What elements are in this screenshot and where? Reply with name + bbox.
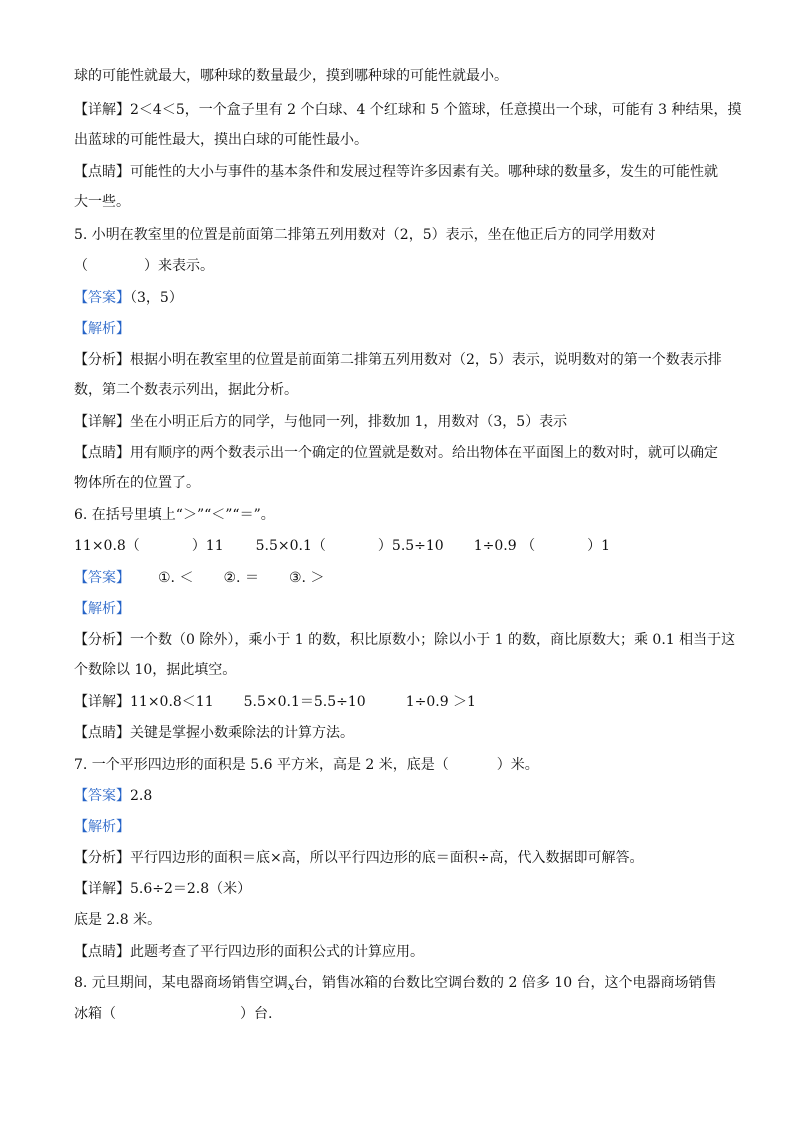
q4-detail-line-2: 出蓝球的可能性最大，摸出白球的可能性最小。: [74, 132, 368, 148]
q6-answer: [74, 569, 324, 587]
fenxi-tag: 【分析】: [74, 632, 130, 648]
q5-detail: 【详解】坐在小明正后方的同学，与他同一列，排数加 1，用数对（3，5）表示: [74, 414, 568, 430]
q7-point: 【点睛】此题考查了平行四边形的面积公式的计算应用。: [74, 944, 424, 960]
q6-expr-3: 1÷0.9 （ ）1: [473, 538, 610, 554]
answer-tag: 【答案】: [74, 788, 130, 804]
point-tag: 【点睛】: [74, 445, 130, 461]
fenxi-tag: 【分析】: [74, 850, 130, 866]
variable-x: x: [287, 980, 295, 993]
q8-stem-line-1: 8. 元旦期间，某电器商场销售空调$_x$台，销售冰箱的台数比空调台数的 2 倍多 10 台，这个电器商场销售: [74, 975, 717, 993]
q5-point-line-2: 物体所在的位置了。: [74, 475, 200, 491]
q7-fenxi: 【分析】平行四边形的面积＝底×高，所以平行四边形的底＝面积÷高，代入数据即可解答。: [74, 850, 644, 866]
q6-fenxi-line-2: 个数除以 10，据此填空。: [74, 662, 237, 678]
q7-detail: 【详解】5.6÷2＝2.8（米）: [74, 881, 252, 897]
q5-fenxi-line-2: 数，第二个数表示列出，据此分析。: [74, 382, 298, 398]
q7-analysis-tag: 【解析】: [74, 819, 130, 835]
answer-tag: 【答案】: [74, 290, 130, 306]
answer-tag: 【答案】: [74, 570, 130, 586]
detail-tag: 【详解】: [74, 414, 130, 430]
q5-fenxi-line-1: 【分析】根据小明在教室里的位置是前面第二排第五列用数对（2，5）表示，说明数对的第一个数表示排: [74, 352, 722, 368]
q4-detail-line-1: 【详解】2＜4＜5，一个盒子里有 2 个白球、4 个红球和 5 个篮球，任意摸出一个球，可能有 3 种结果，摸: [74, 102, 742, 118]
detail-tag: 【详解】: [74, 694, 130, 710]
q4-continuation: 球的可能性就最大，哪种球的数量最少，摸到哪种球的可能性就最小。: [74, 68, 508, 84]
q4-point-line-2: 大一些。: [74, 194, 130, 210]
q7-stem: 7. 一个平形四边形的面积是 5.6 平方米，高是 2 米，底是（ ）米。: [74, 757, 539, 773]
q6-fenxi-line-1: 【分析】一个数（0 除外），乘小于 1 的数，积比原数小；除以小于 1 的数，商比原数大；乘 0.1 相当于这: [74, 632, 736, 648]
q8-stem-line-2: 冰箱（ ）台.: [74, 1006, 273, 1022]
q6-detail: 【详解】11×0.8＜11 5.5×0.1＝5.5÷10 1÷0.9 ＞1: [74, 694, 476, 710]
detail-tag: 【详解】: [74, 881, 130, 897]
point-tag: 【点睛】: [74, 164, 130, 180]
q6-answer-1: ①. ＜: [158, 570, 194, 586]
q5-stem-line-2: （ ）来表示。: [74, 258, 214, 274]
q6-answer-2: ②. ＝: [223, 570, 259, 586]
q6-answer-3: ③. ＞: [288, 570, 325, 586]
q6-analysis-tag: 【解析】: [74, 601, 130, 617]
q7-detail-line-2: 底是 2.8 米。: [74, 912, 162, 928]
q6-point: 【点睛】关键是掌握小数乘除法的计算方法。: [74, 725, 354, 741]
q4-point-line-1: 【点睛】可能性的大小与事件的基本条件和发展过程等许多因素有关。哪种球的数量多，发生的可能性就: [74, 164, 718, 180]
point-tag: 【点睛】: [74, 725, 130, 741]
q6-expressions: [74, 537, 610, 555]
q5-stem-line-1: 5. 小明在教室里的位置是前面第二排第五列用数对（2，5）表示，坐在他正后方的同学用数对: [74, 227, 656, 243]
q5-answer: 【答案】（3，5）: [74, 290, 183, 306]
q6-expr-2: 5.5×0.1（ ）5.5÷10: [255, 538, 444, 554]
q5-point-line-1: 【点睛】用有顺序的两个数表示出一个确定的位置就是数对。给出物体在平面图上的数对时，就可以确定: [74, 445, 718, 461]
fenxi-tag: 【分析】: [74, 352, 130, 368]
point-tag: 【点睛】: [74, 944, 130, 960]
q6-expr-1: 11×0.8（ ）11: [74, 538, 224, 554]
q5-analysis-tag: 【解析】: [74, 321, 130, 337]
q6-stem: 6. 在括号里填上“＞”“＜”“＝”。: [74, 507, 275, 523]
q7-answer: 【答案】2.8: [74, 788, 153, 804]
detail-tag: 【详解】: [74, 102, 130, 118]
